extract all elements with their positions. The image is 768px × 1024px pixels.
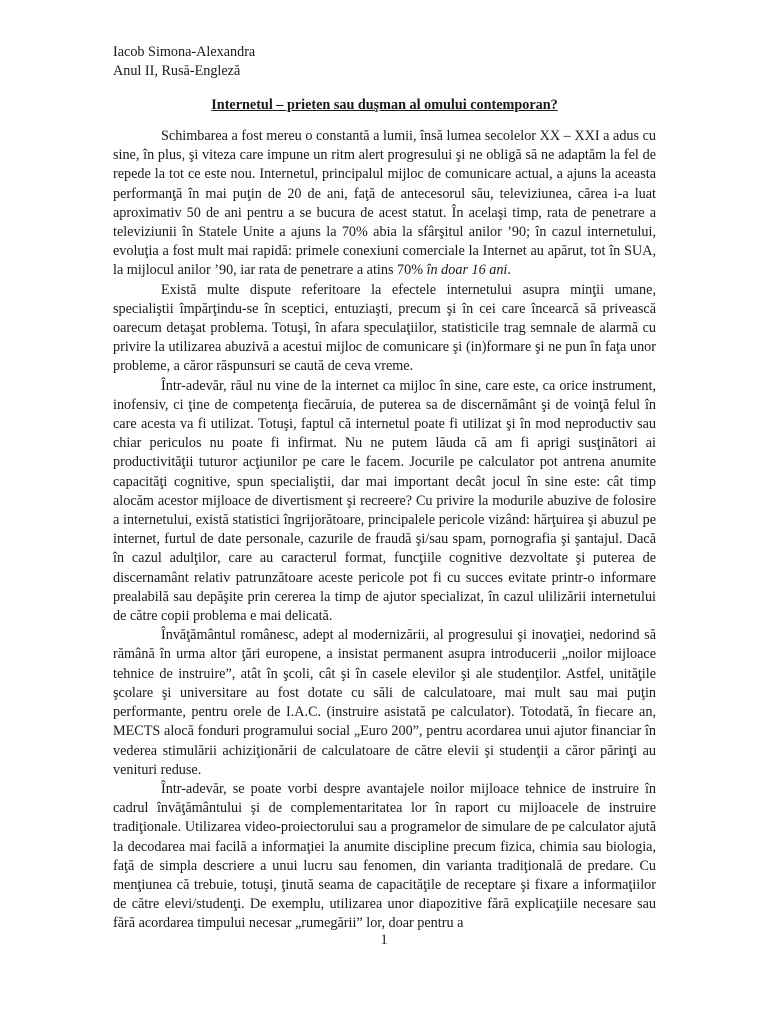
- essay-body: [113, 127, 656, 934]
- paragraph-text: Schimbarea a fost mereu o constantă a lumii, însă lumea secolelor XX – XXI a adus cu sine, în plus, şi viteza care impune un ritm alert progresului şi ne obligă să ne adaptăm la fel de repede la tot ce este nou. Internetul, principalul mijloc de comunicare actual, a ajuns la aceasta performanţă în mai puţin de 20 de ani, faţă de antecesorul său, televiziunea, cărea i-a luat aproximativ 50 de ani pentru a se bucura de acest statut. În acelaşi timp, rata de penetrare a televiziunii în Statele Unite a ajuns la 70% abia la sfârşitul anilor ’90; în cazul internetului, evoluţia a fost mult mai rapidă: primele conexiuni comerciale la Internet au apărut, tot în SUA, la mijlocul anilor ’90, iar rata de penetrare a atins 70%: [113, 128, 656, 279]
- paragraph: Învăţământul românesc, adept al modernizării, al progresului şi inovaţiei, nedorind să rămână în urma altor ţări europene, a insistat permanent asupra introducerii „noilor mijloace tehnice de instruire”, atât în şcoli, cât şi în casele elevilor şi ale studenţilor. Astfel, unităţile şcolare şi universitare au fost dotate cu săli de calculatoare, mai mult sau mai puţin performante, pentru orele de I.A.C. (instruire asistată pe calculator). Totodată, în fiecare an, MECTS alocă fonduri programului social „Euro 200”, pentru acordarea unui ajutor financiar în vederea stimulării achiziţionării de calculatoare de către elevii şi studenţii a căror părinţi au venituri reduse.: [113, 627, 656, 778]
- author-course: Anul II, Rusă-Engleză: [113, 63, 241, 79]
- author-name: Iacob Simona-Alexandra: [113, 44, 256, 60]
- paragraph: [113, 127, 656, 281]
- paragraph: Într-adevăr, se poate vorbi despre avantajele noilor mijloace tehnice de instruire în cadrul învăţământului şi de complementaritatea lor în raport cu mijloacele de instruire tradiţionale. Utilizarea video-proiectorului sau a programelor de simulare de pe calculator ajută la decodarea mai facilă a informaţiei la anumite discipline precum fizica, chimia sau biologia, faţă de simpla descriere a unui lucru sau fenomen, din varianta tradiţională de predare. Cu menţiunea că trebuie, totuşi, ţinută seama de capacităţile de receptare şi fixare a informaţiilor de către elevi/studenţi. De exemplu, utilizarea unor diapozitive fără explicaţiile necesare sau fără acordarea timpului necesar „rumegării” lor, doar pentru a: [113, 780, 656, 932]
- paragraph-tail: .: [507, 262, 511, 279]
- page-number: 1: [380, 932, 388, 948]
- essay-title: Internetul – prieten sau duşman al omului contemporan?: [211, 97, 558, 113]
- paragraph: Există multe dispute referitoare la efectele internetului asupra minţii umane, specialiştii împărţindu-se în sceptici, entuziaşti, precum şi în cei care încearcă să privească oarecum detaşat problema. Totuşi, în afara speculaţiilor, statisticile trag semnale de alarmă cu privire la utilizarea abuzivă a acestui mijloc de comunicare şi (in)formare şi ne pun în faţa unor probleme, a căror răspunsuri se caută de ceva vreme.: [113, 281, 656, 375]
- paragraph: Într-adevăr, răul nu vine de la internet ca mijloc în sine, care este, ca orice instrument, inofensiv, ci ţine de competenţa fiecăruia, de puterea sa de discernământ şi de voinţă felul în care acesta va fi utilizat. Totuşi, faptul că internetul poate fi utilizat şi în mod neproductiv sau chiar periculos nu poate fi infirmat. Nu ne putem lăuda că am fi aprigi susţinători ai productivităţii tuturor acţiunilor pe care le facem. Jocurile pe calculator pot antrena anumite capacităţi cognitive, spun specialiştii, dar mai important decât jocul în sine este: cât timp alocăm acestor mijloace de divertisment şi recreere? Cu privire la modurile abuzive de folosire a internetului, există statistici îngrijorătoare, principalele pericole vizând: hărţuirea şi abuzul pe internet, furtul de date personale, cazurile de fraudă şi/sau spam, pornografia şi şantajul. Dacă în cazul adulţilor, care au caracterul format, funcţiile cognitive dezvoltate şi puterea de discernamânt relativ patrunzătoare aceste pericole pot fi cu succes evitate printr-o informare prealabilă sau depăşite prin cererea la timp de ajutor specializat, în cazul ulilizării internetului de către copii problema e mai delicată.: [113, 377, 656, 625]
- emphasis-text: în doar 16 ani: [426, 262, 508, 279]
- author-block: [113, 43, 656, 81]
